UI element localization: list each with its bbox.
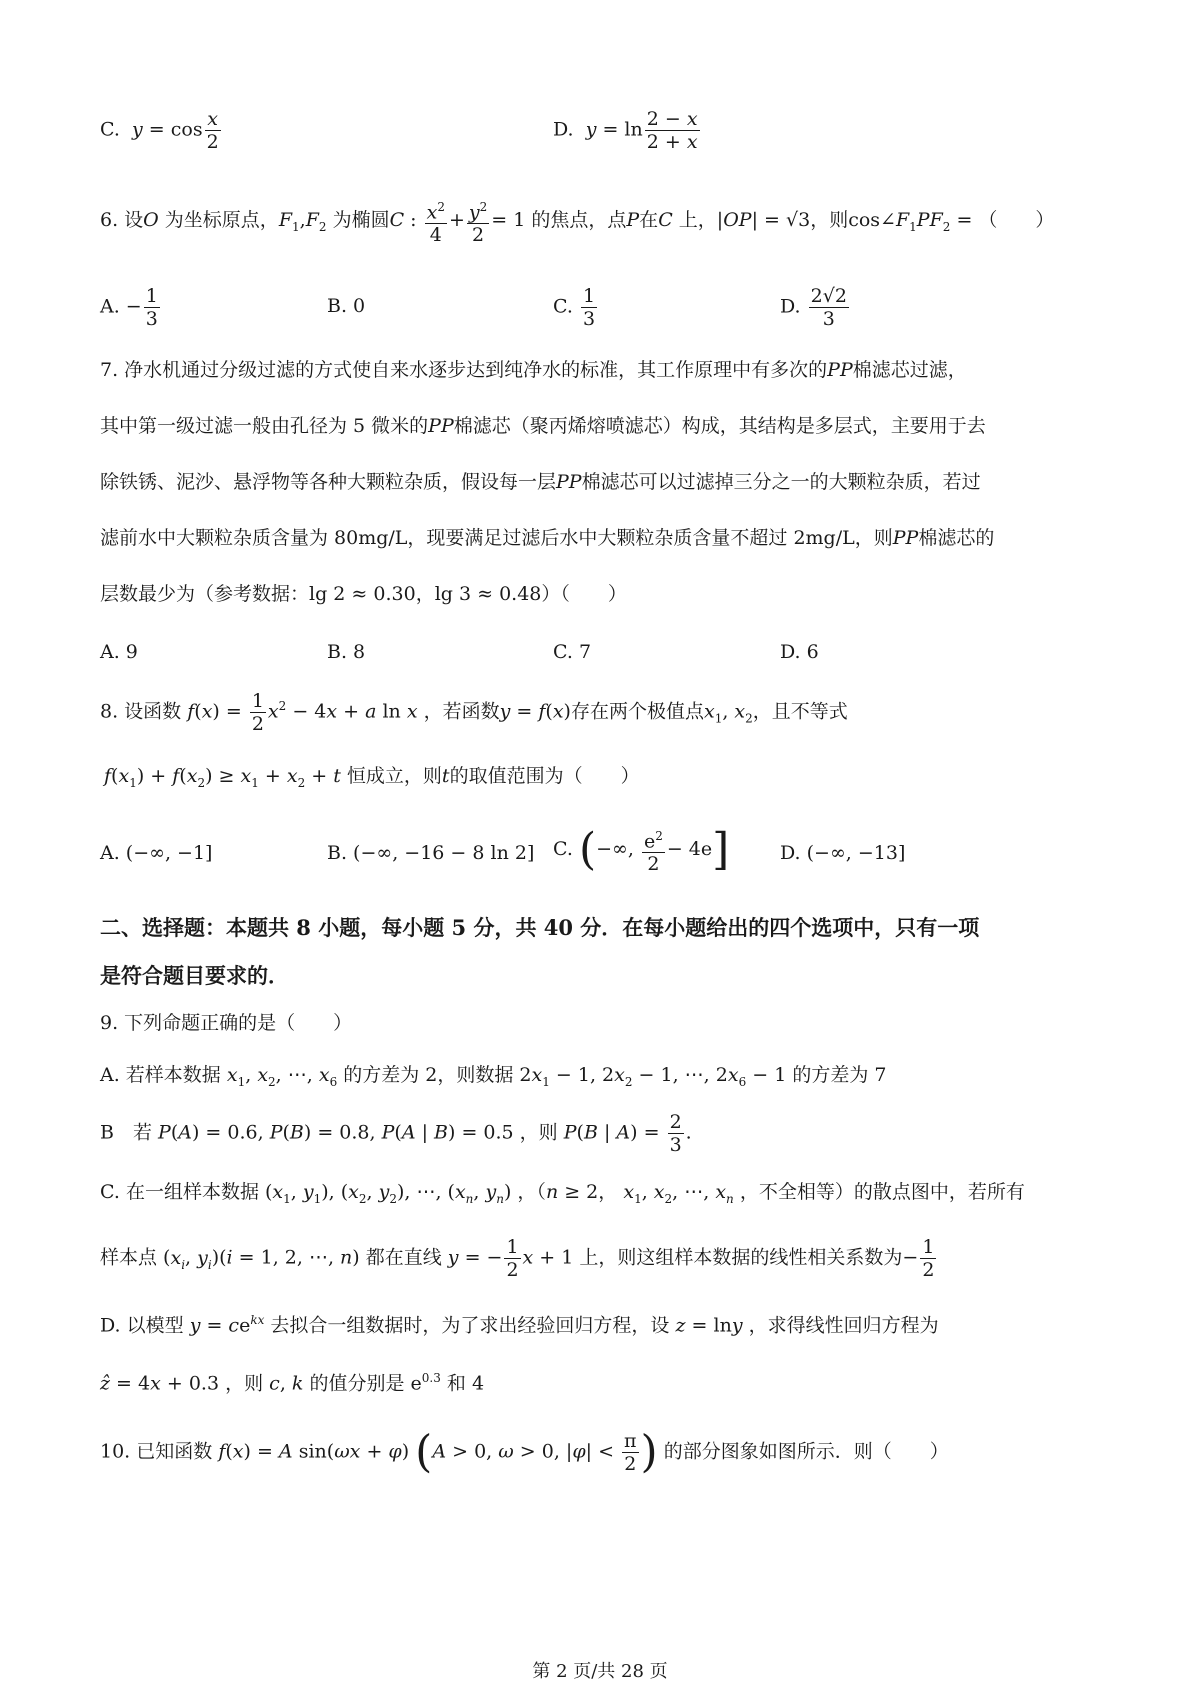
fraction: $\frac{2 - x}{2 + x}$ (646, 108, 698, 153)
section-2-heading-line-1: 二、选择题：本题共 8 小题，每小题 5 分，共 40 分．在每小题给出的四个选项中，只有一项 (100, 915, 980, 940)
q6-option-c: C. $\frac{1}{3}$ (553, 285, 596, 330)
q5-option-d: D. y = ln $\frac{2 - x}{2 + x}$ (553, 108, 698, 153)
q9-option-c-line-1: C. 在一组样本数据 ($x_1$, $y_1$), ($x_2$, $y_2$), ⋯, ($x_n$, $y_n$) ，（n ≥ 2， $x_1$, $x_2$, ⋯, $x_n$ ，不全相等）的散点图中，若所有 (100, 1181, 1025, 1206)
q8-option-d: D. (−∞, −13] (780, 842, 906, 864)
question-7-line-5: 层数最少为（参考数据：lg 2 ≈ 0.30，lg 3 ≈ 0.48）（ ） (100, 583, 627, 605)
question-8-line-2: $f(x_1) + f(x_2) \ge x_1 + x_2 + t$ 恒成立，则t的取值范围为（ ） (104, 765, 640, 790)
q9-option-d-line-1: D. 以模型 $y = ce^{kx}$ 去拟合一组数据时，为了求出经验回归方程，设 z = lny ，求得线性回归方程为 (100, 1313, 939, 1337)
q7-option-a: A. 9 (100, 641, 138, 663)
q6-option-a: A. − $\frac{1}{3}$ (100, 285, 158, 330)
q9-option-d-line-2: ẑ = 4x + 0.3 ，则 c, k 的值分别是 $e^{0.3}$ 和 4 (100, 1371, 485, 1395)
question-8-line-1: 8. 设函数 f(x) = $\frac{1}{2}$ $x^2 - 4x + a$ ln x ，若函数y = f(x)存在两个极值点$x_1$, $x_2$，且不等式 (100, 690, 848, 735)
q8-option-b: B. (−∞, −16 − 8 ln 2] (327, 842, 535, 864)
q6-option-b: B. 0 (327, 295, 366, 317)
q7-option-b: B. 8 (327, 641, 366, 663)
section-2-heading-line-2: 是符合题目要求的． (100, 963, 289, 988)
fraction: $\frac{x}{2}$ (206, 108, 219, 153)
q8-option-a: A. (−∞, −1] (100, 842, 213, 864)
question-7-line-1: 7. 净水机通过分级过滤的方式使自来水逐步达到纯净水的标准，其工作原理中有多次的PP棉滤芯过滤， (100, 359, 967, 381)
question-10-stem: 10. 已知函数 f(x) = A sin(ωx + φ) (A > 0, ω > 0, |φ| < $\frac{\pi}{2}$ ) 的部分图象如图所示．则（ ） (100, 1426, 949, 1478)
question-7-line-3: 除铁锈、泥沙、悬浮物等各种大颗粒杂质，假设每一层PP棉滤芯可以过滤掉三分之一的大颗粒杂质，若过 (100, 471, 981, 493)
q9-option-b: B 若 P(A) = 0.6, P(B) = 0.8, P(A | B) = 0.5 ，则 P(B | A) = $\frac{2}{3}$ . (100, 1111, 692, 1156)
question-7-line-4: 滤前水中大颗粒杂质含量为 80mg/L，现要满足过滤后水中大颗粒杂质含量不超过 2mg/L，则PP棉滤芯的 (100, 527, 995, 549)
q9-option-c-line-2: 样本点 ($x_i$, $y_i)(i = 1$, 2, ⋯, n) 都在直线 y = − $\frac{1}{2}$ x + 1 上，则这组样本数据的线性相关系数为− $\frac{1}{2}$ (100, 1236, 935, 1281)
question-7-line-2: 其中第一级过滤一般由孔径为 5 微米的PP棉滤芯（聚丙烯熔喷滤芯）构成，其结构是多层式，主要用于去 (100, 415, 986, 437)
q9-option-a: A. 若样本数据 $x_1$, $x_2$, ⋯, $x_6$ 的方差为 2，则数据 $2x_1 - 1$, $2x_2 - 1$, ⋯, $2x_6 - 1$ 的方差为 7 (100, 1064, 887, 1089)
option-label: C. (100, 118, 120, 141)
q5-option-c: C. y = cos $\frac{x}{2}$ (100, 108, 219, 153)
question-9-stem: 9. 下列命题正确的是（ ） (100, 1012, 353, 1034)
q8-option-c: C. (−∞, $\frac{e^2}{2}$ − 4e] (553, 824, 730, 876)
q7-option-c: C. 7 (553, 641, 592, 663)
q7-option-d: D. 6 (780, 641, 819, 663)
q6-option-d: D. $\frac{2√2}{3}$ (780, 285, 847, 330)
option-label: D. (553, 118, 574, 141)
question-6-stem: 6. 设O 为坐标原点，$F_1,F_2$ 为椭圆C : $\frac{x^2}{4}$ + $\frac{y^2}{2}$ = 1 的焦点，点P在C 上，|OP| = √3，则$\cos\angle F_1PF_2$ = （ ） (100, 196, 1054, 246)
page-footer: 第 2 页/共 28 页 (532, 1661, 668, 1682)
